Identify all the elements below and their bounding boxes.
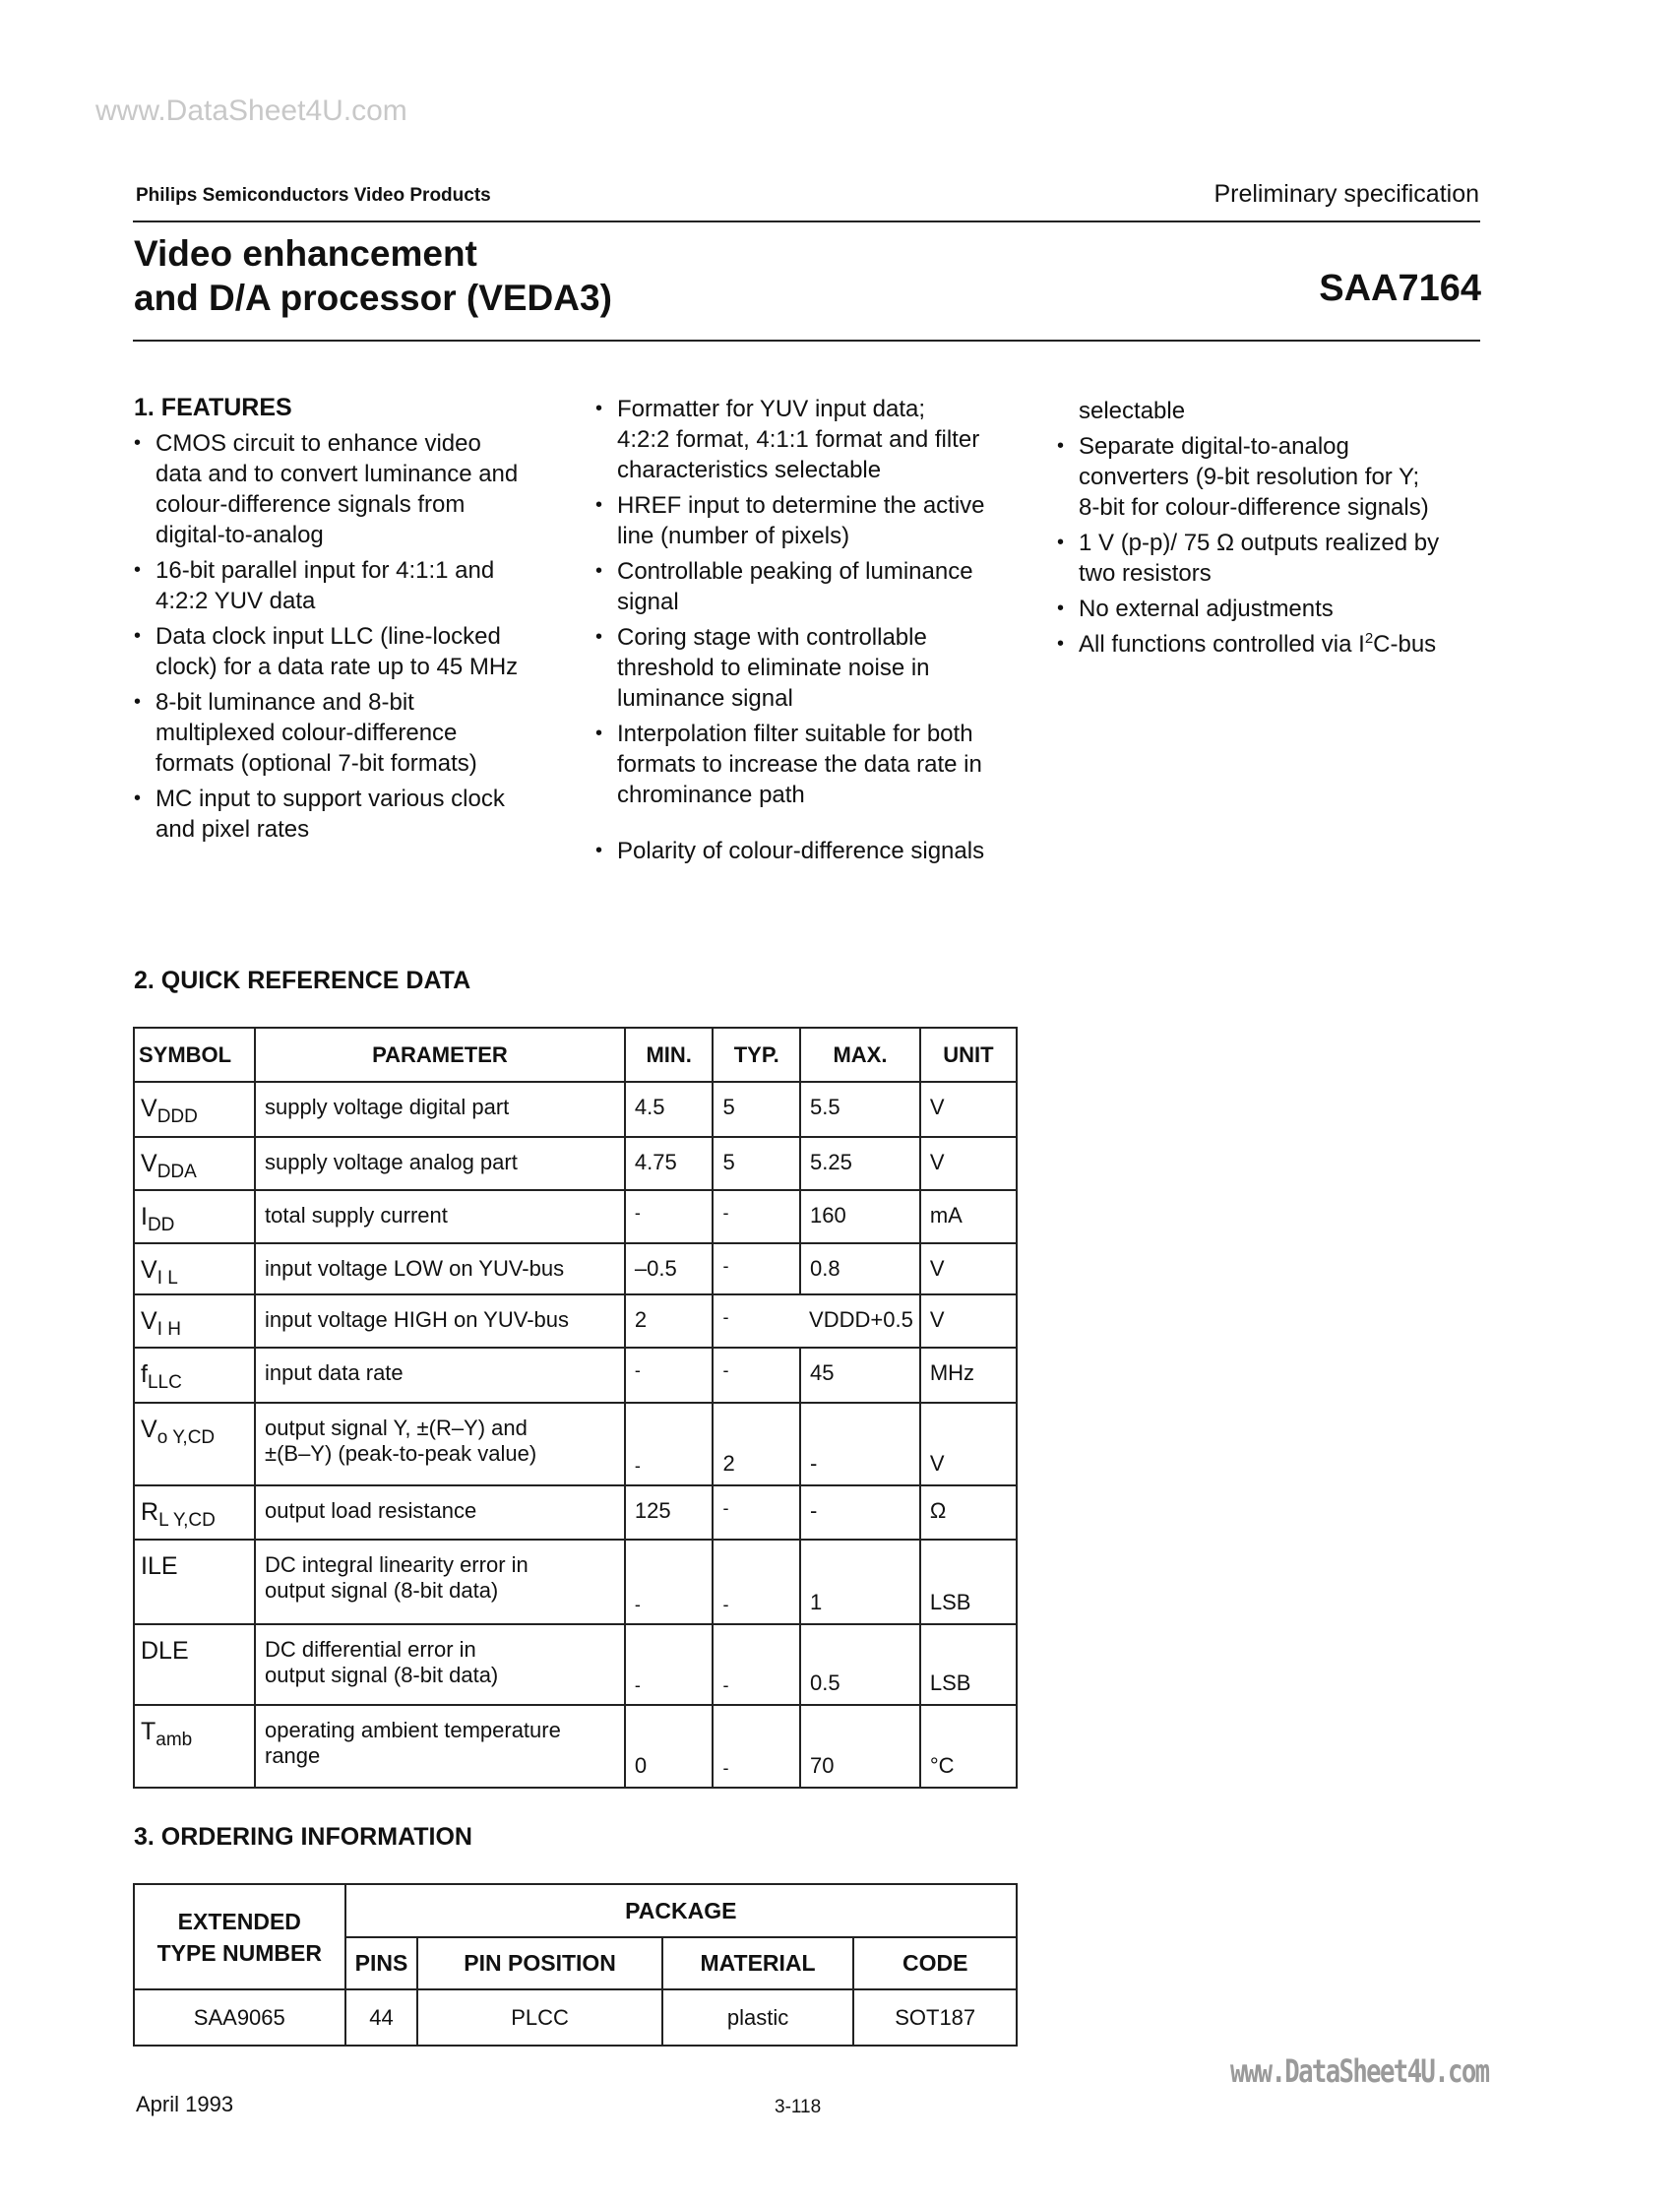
header-rule [133,220,1480,222]
parameter-cell [255,1243,625,1294]
bullet-icon: • [1057,633,1065,655]
parameter-line: output load resistance [265,1498,477,1523]
quick-reference-heading: 2. QUICK REFERENCE DATA [134,967,471,994]
feature-line: Interpolation filter suitable for both [617,721,973,747]
symbol-subscript: L Y,CD [158,1510,216,1531]
typ-cell: 2 [713,1403,800,1485]
parameter-line: output signal (8-bit data) [265,1578,499,1603]
symbol-subscript: amb [156,1730,193,1750]
feature-item [134,784,596,845]
material-cell: plastic [662,1989,854,2046]
table-row [134,1190,1017,1243]
parameter-line: output signal (8-bit data) [265,1663,499,1687]
column-header: PARAMETER [255,1028,625,1082]
superscript: 2 [1364,630,1374,647]
table-row [134,1624,1017,1705]
bullet-icon: • [595,398,603,419]
unit-cell: V [920,1294,1017,1348]
page-number: 3-118 [775,2097,822,2117]
min-cell: - [625,1348,714,1403]
feature-line: converters (9-bit resolution for Y; [1079,464,1420,490]
max-cell: 45 [800,1348,920,1403]
features-column-1 [134,428,596,850]
type-header-line-1: EXTENDED [177,1908,301,1934]
feature-item [134,428,596,550]
feature-item [595,836,1058,866]
feature-line: Coring stage with controllable [617,624,927,651]
parameter-line: operating ambient temperature [265,1718,561,1742]
feature-line: chrominance path [617,782,805,808]
feature-line: colour-difference signals from [156,491,466,518]
parameter-cell [255,1137,625,1190]
feature-line: selectable [1079,398,1186,424]
min-cell: - [625,1403,714,1485]
feature-item [595,490,1058,551]
feature-text: All functions controlled via I [1079,631,1365,658]
typ-cell: 5 [713,1082,800,1137]
unit-cell: MHz [920,1348,1017,1403]
feature-line [1079,629,1520,660]
symbol-subscript: I H [156,1319,181,1340]
title-rule [133,340,1480,342]
package-header: PACKAGE [345,1884,1017,1937]
parameter-cell [255,1082,625,1137]
feature-item [595,556,1058,617]
ordering-heading: 3. ORDERING INFORMATION [134,1823,472,1851]
max-cell: - [800,1485,920,1540]
feature-line: Data clock input LLC (line-locked [156,623,501,650]
max-cell: 5.25 [800,1137,920,1190]
bullet-icon: • [595,626,603,648]
max-cell: VDDD+0.5 [800,1294,920,1348]
typ-cell: - [713,1705,800,1788]
feature-item [1057,431,1520,523]
feature-line: Formatter for YUV input data; [617,396,926,422]
symbol-subscript: DDA [156,1162,197,1182]
feature-line: Separate digital-to-analog [1079,433,1349,460]
table-row [134,1485,1017,1540]
pins-header: PINS [345,1937,418,1989]
bullet-icon: • [134,559,142,581]
symbol-subscript: DD [147,1215,175,1235]
typ-cell: - [713,1190,800,1243]
features-heading: 1. FEATURES [134,394,292,421]
bullet-icon: • [595,560,603,582]
quick-reference-table [133,1027,1018,1789]
table-row [134,1540,1017,1624]
bullet-icon: • [134,691,142,713]
parameter-line: total supply current [265,1203,448,1228]
parameter-cell [255,1624,625,1705]
unit-cell: mA [920,1190,1017,1243]
document-status: Preliminary specification [1213,180,1479,208]
typ-cell: - [713,1348,800,1403]
symbol-cell [134,1348,255,1403]
max-cell: 1 [800,1540,920,1624]
symbol-cell [134,1485,255,1540]
symbol-subscript: LLC [147,1372,182,1393]
feature-line: CMOS circuit to enhance video [156,430,481,457]
feature-item [595,622,1058,714]
pin-position-cell: PLCC [417,1989,661,2046]
parameter-line: ±(B–Y) (peak-to-peak value) [265,1441,537,1466]
footer-date: April 1993 [136,2092,234,2116]
min-cell: 2 [625,1294,714,1348]
symbol-cell [134,1190,255,1243]
max-cell: 70 [800,1705,920,1788]
unit-cell: Ω [920,1485,1017,1540]
feature-line: formats to increase the data rate in [617,751,982,778]
symbol-cell [134,1540,255,1624]
bullet-icon: • [1057,598,1065,619]
symbol-cell [134,1624,255,1705]
min-cell: - [625,1540,714,1624]
code-cell: SOT187 [853,1989,1017,2046]
max-cell: 0.5 [800,1624,920,1705]
type-header-line-2: TYPE NUMBER [156,1939,322,1966]
type-number-cell: SAA9065 [134,1989,345,2046]
parameter-cell [255,1348,625,1403]
symbol-subscript: DDD [156,1106,198,1127]
feature-line: clock) for a data rate up to 45 MHz [156,654,519,680]
symbol-cell [134,1705,255,1788]
table-row [134,1243,1017,1294]
table-row [134,1137,1017,1190]
parameter-line: supply voltage digital part [265,1095,510,1119]
symbol: R [141,1498,159,1526]
feature-line: 8-bit for colour-difference signals) [1079,494,1429,521]
symbol-cell [134,1294,255,1348]
parameter-line: range [265,1743,321,1768]
feature-line: 8-bit luminance and 8-bit [156,689,414,716]
symbol: V [141,1256,157,1284]
feature-item [595,719,1058,810]
typ-cell: - [713,1243,800,1294]
unit-cell: °C [920,1705,1017,1788]
code-header: CODE [853,1937,1017,1989]
max-cell: 160 [800,1190,920,1243]
feature-text: C-bus [1373,631,1437,658]
feature-line: 4:2:2 YUV data [156,588,316,614]
feature-item [1057,629,1520,660]
symbol: T [141,1718,156,1745]
feature-line: and pixel rates [156,816,310,843]
min-cell: - [625,1624,714,1705]
feature-line: signal [617,589,679,615]
unit-cell: V [920,1137,1017,1190]
feature-line: No external adjustments [1079,596,1334,622]
bullet-icon: • [134,432,142,454]
title-line-2: and D/A processor (VEDA3) [134,278,612,318]
feature-line: Polarity of colour-difference signals [617,838,985,864]
parameter-cell [255,1190,625,1243]
watermark-bottom: www.DataSheet4U.com [1230,2052,1489,2090]
symbol: V [141,1095,157,1122]
parameter-line: input voltage HIGH on YUV-bus [265,1307,569,1332]
parameter-cell [255,1540,625,1624]
unit-cell: LSB [920,1624,1017,1705]
bullet-icon: • [134,625,142,647]
column-header: TYP. [713,1028,800,1082]
symbol: V [141,1150,157,1177]
type-number-header [134,1884,345,1989]
company-header: Philips Semiconductors Video Products [136,185,491,206]
typ-cell: - [713,1294,800,1348]
symbol-cell [134,1137,255,1190]
part-number: SAA7164 [1319,268,1481,309]
feature-line: digital-to-analog [156,522,324,548]
symbol: V [141,1307,157,1335]
symbol: DLE [141,1637,189,1665]
min-cell: 4.5 [625,1082,714,1137]
parameter-line: supply voltage analog part [265,1150,518,1174]
unit-cell: V [920,1243,1017,1294]
bullet-icon: • [1057,435,1065,457]
title-line-1: Video enhancement [134,233,477,274]
parameter-line: input data rate [265,1360,404,1385]
typ-cell: - [713,1540,800,1624]
symbol-subscript: I L [156,1268,178,1289]
parameter-line: DC integral linearity error in [265,1552,529,1577]
table-row [134,1403,1017,1485]
max-cell: - [800,1403,920,1485]
feature-item [1057,396,1520,426]
feature-line: formats (optional 7-bit formats) [156,750,477,777]
feature-line: 16-bit parallel input for 4:1:1 and [156,557,495,584]
min-cell: –0.5 [625,1243,714,1294]
parameter-cell [255,1294,625,1348]
feature-line: line (number of pixels) [617,523,850,549]
features-column-3 [1057,396,1520,664]
features-column-2 [595,394,1058,871]
watermark-top: www.DataSheet4U.com [95,94,407,127]
feature-line: MC input to support various clock [156,786,505,812]
table-header-row [134,1028,1017,1082]
table-row [134,1294,1017,1348]
min-cell: 125 [625,1485,714,1540]
parameter-cell [255,1485,625,1540]
typ-cell: - [713,1624,800,1705]
typ-cell: - [713,1485,800,1540]
feature-line: two resistors [1079,560,1212,587]
material-header: MATERIAL [662,1937,854,1989]
symbol: I [141,1203,148,1230]
symbol: V [141,1416,157,1443]
column-header: SYMBOL [134,1028,255,1082]
ordering-table [133,1883,1018,2047]
symbol-subscript: o Y,CD [156,1427,216,1448]
column-header: MIN. [625,1028,714,1082]
parameter-line: input voltage LOW on YUV-bus [265,1256,565,1281]
typ-cell: 5 [713,1137,800,1190]
feature-line: 4:2:2 format, 4:1:1 format and filter [617,426,980,453]
parameter-line: DC differential error in [265,1637,476,1662]
symbol-cell [134,1243,255,1294]
symbol-cell [134,1082,255,1137]
table-row [134,1082,1017,1137]
parameter-line: output signal Y, ±(R–Y) and [265,1416,528,1440]
feature-line: HREF input to determine the active [617,492,985,519]
feature-line: characteristics selectable [617,457,882,483]
unit-cell: V [920,1082,1017,1137]
symbol: ILE [141,1552,178,1580]
feature-item [134,621,596,682]
bullet-icon: • [595,723,603,744]
table-row [134,1705,1017,1788]
symbol-cell [134,1403,255,1485]
column-header: UNIT [920,1028,1017,1082]
bullet-icon: • [595,840,603,861]
max-cell: 5.5 [800,1082,920,1137]
feature-item [134,555,596,616]
min-cell: - [625,1190,714,1243]
bullet-icon: • [134,788,142,809]
max-cell: 0.8 [800,1243,920,1294]
bullet-icon: • [595,494,603,516]
table-row [134,1989,1017,2046]
column-header: MAX. [800,1028,920,1082]
feature-line: data and to convert luminance and [156,461,519,487]
feature-item [1057,594,1520,624]
table-row [134,1348,1017,1403]
min-cell: 4.75 [625,1137,714,1190]
feature-line: threshold to eliminate noise in [617,655,930,681]
feature-line: 1 V (p-p)/ 75 Ω outputs realized by [1079,530,1440,556]
feature-item [1057,528,1520,589]
unit-cell: V [920,1403,1017,1485]
feature-line: multiplexed colour-difference [156,720,458,746]
feature-item [595,394,1058,485]
min-cell: 0 [625,1705,714,1788]
bullet-icon: • [1057,532,1065,553]
feature-item [134,687,596,779]
feature-line: luminance signal [617,685,793,712]
pin-position-header: PIN POSITION [417,1937,661,1989]
pins-cell: 44 [345,1989,418,2046]
feature-line: Controllable peaking of luminance [617,558,973,585]
unit-cell: LSB [920,1540,1017,1624]
symbol: f [141,1360,148,1388]
parameter-cell [255,1403,625,1485]
parameter-cell [255,1705,625,1788]
